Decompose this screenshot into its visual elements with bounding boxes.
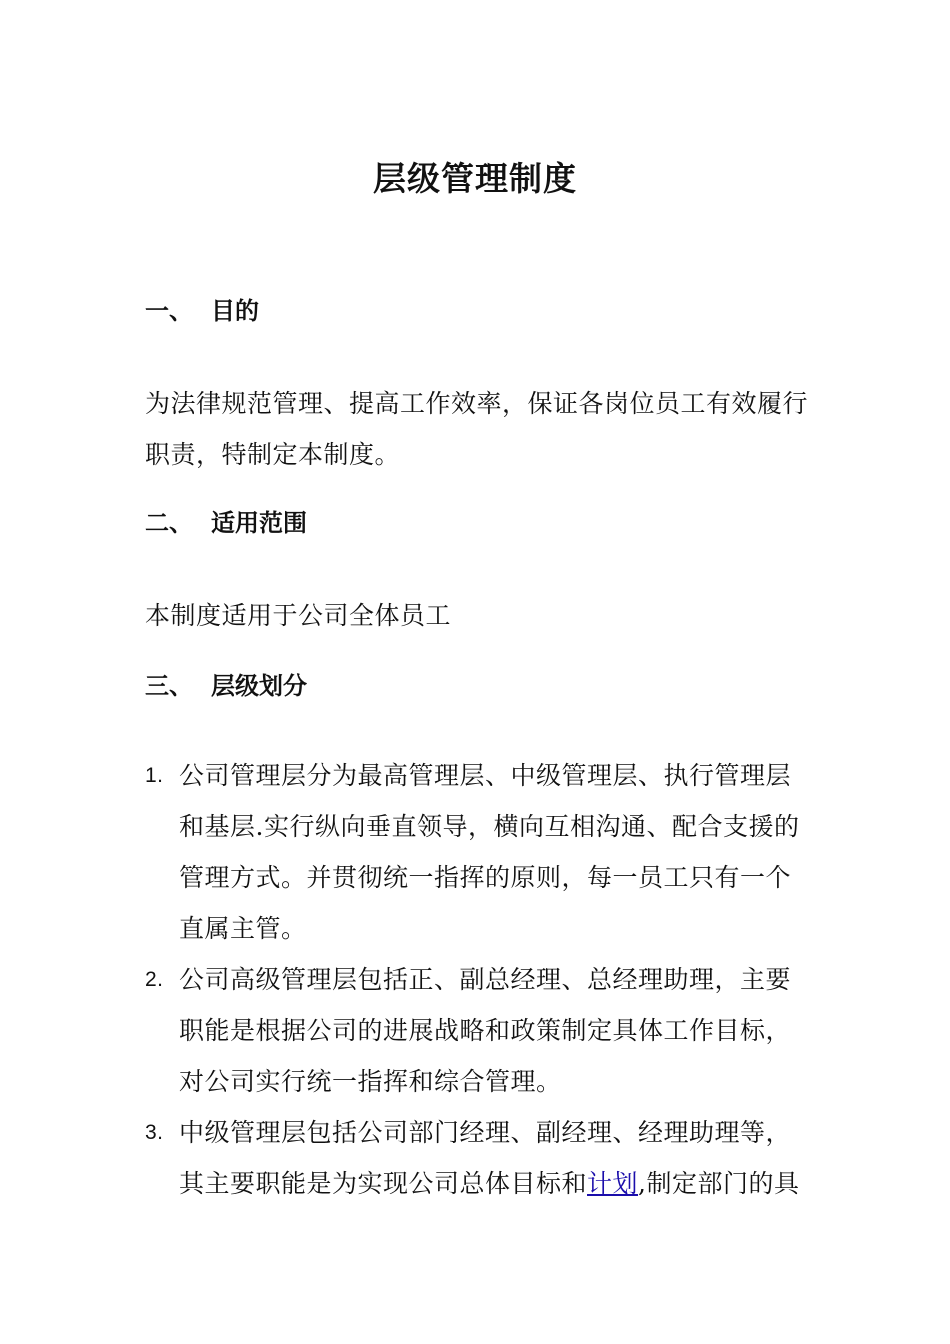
list-item-text: 公司高级管理层包括正、副总经理、总经理助理，主要职能是根据公司的进展战略和政策制定具体工作目标，对公司实行统一指挥和综合管理。 xyxy=(179,965,792,1096)
list-item-text-after: ,制定部门的具 xyxy=(638,1169,800,1198)
list-marker: 3. xyxy=(145,1121,164,1144)
plan-link[interactable]: 计划 xyxy=(587,1169,639,1198)
list-marker: 1. xyxy=(145,764,164,787)
document-title: 层级管理制度 xyxy=(373,159,577,198)
section-heading-purpose xyxy=(145,294,259,328)
section-number: 一、 xyxy=(145,297,193,325)
section-heading-text: 层级划分 xyxy=(211,672,307,700)
section-number: 三、 xyxy=(145,672,193,700)
list-item xyxy=(145,750,810,954)
section-heading-levels xyxy=(145,669,307,703)
section-heading-text: 目的 xyxy=(211,297,259,325)
list-item-text-before: 中级管理层包括公司部门经理、副经理、经理助理等，其主要职能是为实现公司总体目标和 xyxy=(179,1118,792,1198)
list-item xyxy=(145,1107,810,1209)
section-heading-scope xyxy=(145,506,307,540)
section-number: 二、 xyxy=(145,509,193,537)
section-body-purpose: 为法律规范管理、提高工作效率，保证各岗位员工有效履行职责，特制定本制度。 xyxy=(145,389,809,469)
section-body-scope: 本制度适用于公司全体员工 xyxy=(145,601,452,630)
list-item-text: 公司管理层分为最高管理层、中级管理层、执行管理层和基层.实行纵向垂直领导，横向互相沟通、配合支援的管理方式。并贯彻统一指挥的原则，每一员工只有一个直属主管。 xyxy=(179,761,800,943)
list-marker: 2. xyxy=(145,968,164,991)
levels-list xyxy=(145,750,810,1209)
section-heading-text: 适用范围 xyxy=(211,509,307,537)
list-item xyxy=(145,954,810,1107)
